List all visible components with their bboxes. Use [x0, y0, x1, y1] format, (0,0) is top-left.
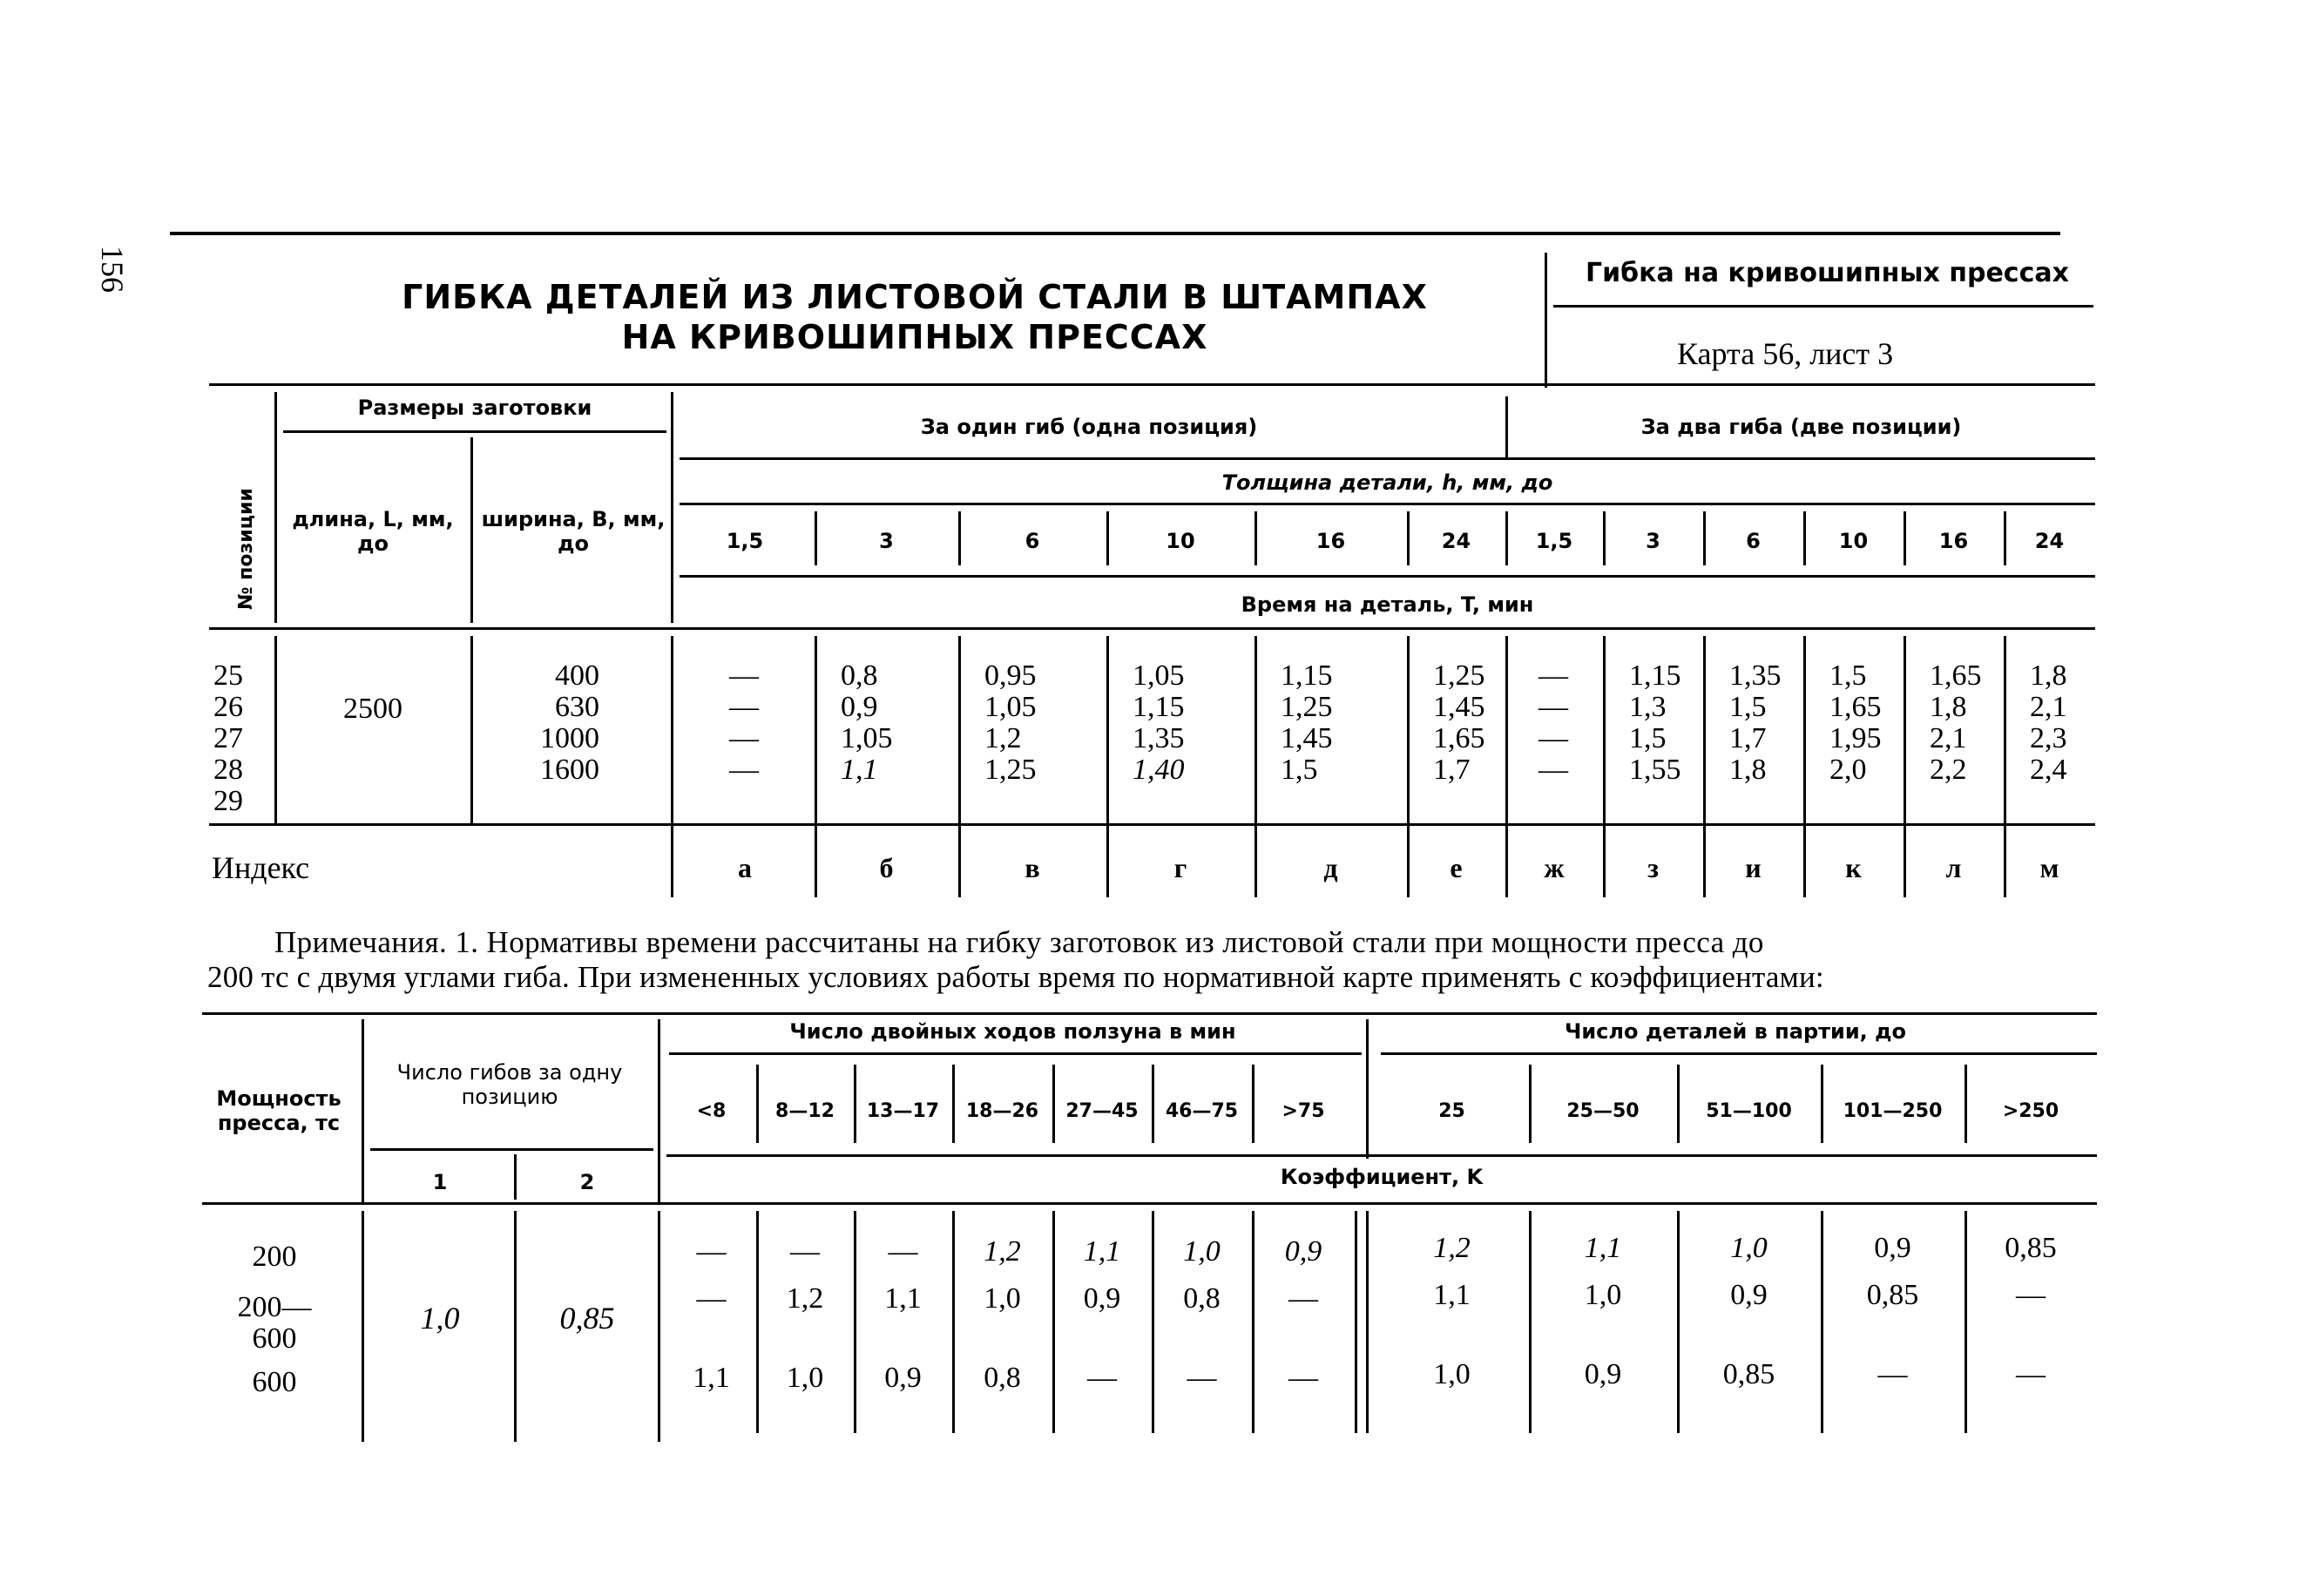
- time-value: 1,05: [984, 691, 1037, 723]
- index-letter: д: [1323, 852, 1338, 883]
- time-value: 1,45: [1433, 691, 1485, 723]
- time-value: 1,45: [1281, 722, 1333, 754]
- title-line-1: ГИБКА ДЕТАЛЕЙ ИЗ ЛИСТОВОЙ СТАЛИ В ШТАМПАХ: [402, 278, 1428, 316]
- stroke-separator: [854, 1065, 856, 1143]
- time-value: 1,05: [1133, 659, 1185, 692]
- power-value: 600: [252, 1366, 297, 1398]
- index-top-rule: [209, 823, 2095, 826]
- time-value: —: [1538, 691, 1568, 723]
- time-value: 2,1: [1930, 722, 1967, 754]
- t1-vline: [1505, 396, 1508, 457]
- bend2-value: 0,85: [559, 1301, 615, 1336]
- batch-coefficient: 0,85: [1722, 1358, 1775, 1390]
- stroke-coefficient: 1,1: [1083, 1235, 1121, 1268]
- thickness-separator: [1703, 511, 1706, 565]
- time-value: 1,8: [1729, 754, 1767, 786]
- batch-separator: [1677, 1065, 1680, 1143]
- batch-range: 51—100: [1706, 1100, 1792, 1122]
- time-value: 2,4: [2030, 754, 2067, 786]
- side-header-top: Гибка на кривошипных прессах: [1586, 258, 2069, 288]
- time-value: 1,5: [1829, 659, 1867, 692]
- thickness-separator: [1407, 511, 1410, 565]
- data-column: [1112, 660, 1248, 786]
- stroke-separator: [1152, 1065, 1154, 1143]
- time-value: 0,95: [984, 659, 1037, 692]
- thickness-value: 10: [1838, 529, 1869, 553]
- index-letter: з: [1647, 852, 1659, 883]
- thickness-value: 3: [879, 529, 894, 553]
- thickness-value: 24: [1441, 529, 1471, 553]
- stroke-coefficient: —: [1288, 1282, 1318, 1315]
- time-value: 2,3: [2030, 722, 2067, 754]
- stroke-coefficient: —: [790, 1235, 820, 1268]
- t2-vline: [362, 1019, 364, 1202]
- thickness-separator: [1254, 511, 1257, 565]
- thickness-separator: [1505, 511, 1508, 565]
- table2-header-bottom-rule: [202, 1202, 2097, 1205]
- time-value: 1,8: [1930, 691, 1967, 723]
- time-value: 1,3: [1629, 691, 1667, 723]
- time-value: 1,7: [1729, 722, 1767, 754]
- thickness-separator: [958, 511, 961, 565]
- batch-range: >250: [2002, 1100, 2059, 1122]
- time-value: —: [1538, 754, 1568, 786]
- time-value: —: [729, 691, 759, 723]
- time-value: 1,40: [1133, 754, 1185, 786]
- bends-1: 1: [432, 1170, 448, 1194]
- batch-coefficient: 0,9: [1584, 1358, 1622, 1390]
- time-value: 1,25: [1281, 691, 1333, 723]
- width-value: 400: [555, 659, 599, 692]
- thickness-top-rule: [680, 457, 2095, 460]
- time-value: —: [729, 722, 759, 754]
- thickness-value: 1,5: [1535, 529, 1573, 553]
- batch-separator: [1821, 1065, 1823, 1143]
- index-letter: м: [2039, 852, 2059, 883]
- time-value: 1,5: [1729, 691, 1767, 723]
- stroke-coefficient: 0,8: [984, 1362, 1021, 1394]
- data-column: [820, 660, 951, 786]
- thickness-value: 10: [1166, 529, 1195, 553]
- position-number: 26: [213, 691, 243, 723]
- two-bend-header: За два гиба (две позиции): [1640, 415, 1962, 439]
- batch-coefficient: 1,2: [1433, 1232, 1471, 1264]
- time-value: —: [729, 659, 759, 692]
- time-value: 1,5: [1281, 754, 1318, 786]
- time-value: 1,5: [1629, 722, 1667, 754]
- batch-coefficient: 1,1: [1584, 1232, 1622, 1264]
- t2-body-vline: [658, 1211, 660, 1442]
- t2-body-vline: [514, 1211, 517, 1442]
- stroke-coefficient: 1,0: [786, 1362, 824, 1394]
- index-letter: ж: [1544, 852, 1565, 883]
- table1-top-rule: [209, 383, 2095, 386]
- data-column: [2009, 660, 2088, 786]
- time-value: 1,2: [984, 722, 1022, 754]
- time-value: 2,0: [1829, 754, 1867, 786]
- index-letter: б: [879, 852, 894, 883]
- stroke-range: 27—45: [1065, 1100, 1139, 1122]
- width-header: ширина, B, мм, до: [481, 507, 666, 556]
- stroke-separator: [952, 1065, 955, 1143]
- thickness-value: 16: [1315, 529, 1346, 553]
- batch-range: 25—50: [1566, 1100, 1640, 1122]
- batch-range: 101—250: [1843, 1100, 1943, 1122]
- thickness-separator: [1603, 511, 1606, 565]
- stroke-coefficient: —: [1187, 1362, 1217, 1394]
- stroke-coefficient: —: [696, 1282, 727, 1315]
- top-rule: [170, 232, 2060, 235]
- stroke-coefficient: 1,1: [884, 1282, 922, 1315]
- batch-rule: [1381, 1052, 2097, 1055]
- thickness-value: 1,5: [726, 529, 764, 553]
- stroke-coefficient: —: [696, 1235, 727, 1268]
- power-value-part: 200—: [237, 1291, 312, 1323]
- position-number: 28: [213, 754, 243, 786]
- position-number: 27: [213, 722, 243, 754]
- stroke-range: <8: [696, 1100, 727, 1122]
- bend1-value: 1,0: [420, 1301, 460, 1336]
- time-value: 1,65: [1829, 691, 1882, 723]
- index-letter: л: [1945, 852, 1962, 883]
- time-value: 1,25: [984, 754, 1037, 786]
- position-number: 29: [213, 785, 243, 817]
- thickness-values-rule: [680, 575, 2095, 578]
- power-value: [209, 1292, 340, 1367]
- stroke-coefficient: 1,0: [984, 1282, 1021, 1315]
- index-label: Индекс: [212, 850, 310, 885]
- time-value: 1,35: [1729, 659, 1782, 692]
- stroke-coefficient: 1,2: [786, 1282, 824, 1315]
- data-column: [1412, 660, 1498, 786]
- data-column: [1260, 660, 1400, 786]
- t1-body-vline: [274, 636, 277, 823]
- one-bend-header: За один гиб (одна позиция): [920, 415, 1258, 439]
- data-column: [680, 660, 808, 786]
- width-values: [477, 660, 599, 786]
- batch-coefficient: 1,0: [1730, 1232, 1768, 1264]
- bends-header: Число гибов за одну позицию: [396, 1060, 623, 1109]
- index-letter: г: [1173, 852, 1187, 883]
- stroke-coefficient: 1,1: [693, 1362, 730, 1394]
- notes-line-2: 200 тс с двумя углами гиба. При измененных условиях работы время по нормативной карте применять с коэффициентами:: [207, 960, 1824, 994]
- batch-coefficient: —: [2016, 1358, 2046, 1390]
- data-column: [1511, 660, 1596, 786]
- t2-vline: [658, 1019, 660, 1202]
- time-value: 1,8: [2030, 659, 2067, 692]
- index-letter: к: [1845, 852, 1862, 883]
- time-header: Время на деталь, T, мин: [1241, 592, 1534, 617]
- thickness-bottom-rule: [680, 503, 2095, 505]
- stroke-range: 46—75: [1165, 1100, 1239, 1122]
- thickness-separator: [1803, 511, 1806, 565]
- side-header-rule: [1553, 305, 2093, 308]
- strokes-batch-divider: [1366, 1211, 1369, 1433]
- width-value: 630: [555, 691, 599, 723]
- time-value: 1,65: [1433, 722, 1485, 754]
- time-value: —: [1538, 722, 1568, 754]
- width-value: 1000: [540, 722, 599, 754]
- time-value: 1,1: [841, 754, 878, 786]
- side-header-divider: [1545, 253, 1547, 388]
- position-header: № позиции: [235, 488, 257, 610]
- time-value: 0,8: [841, 659, 878, 692]
- length-value: 2500: [343, 693, 402, 725]
- stroke-separator: [1052, 1065, 1055, 1143]
- time-value: 2,1: [2030, 691, 2067, 723]
- stroke-coefficient: 0,9: [884, 1362, 922, 1394]
- sizes-rule: [283, 430, 666, 433]
- batch-coefficient: 0,9: [1874, 1232, 1911, 1264]
- stroke-coefficient: —: [888, 1235, 918, 1268]
- batch-coefficient: 1,0: [1433, 1358, 1471, 1390]
- t2-vline: [1366, 1019, 1369, 1159]
- power-value: 200: [252, 1241, 297, 1273]
- strokes-rule: [669, 1052, 1362, 1055]
- t1-body-vline: [671, 636, 673, 897]
- time-value: 1,25: [1433, 659, 1485, 692]
- time-value: 1,15: [1133, 691, 1185, 723]
- time-value: 1,15: [1281, 659, 1333, 692]
- bends-2: 2: [579, 1170, 595, 1194]
- time-value: 1,95: [1829, 722, 1882, 754]
- table1-header-bottom-rule: [209, 627, 2095, 630]
- batch-coefficient: 1,0: [1584, 1279, 1622, 1311]
- stroke-coefficient: —: [1087, 1362, 1117, 1394]
- notes-line-1: Примечания. 1. Нормативы времени рассчитаны на гибку заготовок из листовой стали при мощности пресса до: [274, 925, 1764, 959]
- time-value: 1,55: [1629, 754, 1681, 786]
- thickness-value: 24: [2034, 529, 2065, 553]
- batch-separator: [1529, 1065, 1532, 1143]
- title-line-2: НА КРИВОШИПНЫХ ПРЕССАХ: [621, 318, 1208, 356]
- time-value: 2,2: [1930, 754, 1967, 786]
- batch-coefficient: 1,1: [1433, 1279, 1471, 1311]
- stroke-coefficient: 0,9: [1083, 1282, 1121, 1315]
- thickness-value: 6: [1746, 529, 1761, 553]
- stroke-coefficient: 0,8: [1183, 1282, 1221, 1315]
- thickness-separator: [1904, 511, 1906, 565]
- stroke-coefficient: 1,2: [984, 1235, 1021, 1268]
- position-numbers: [213, 660, 266, 817]
- t1-body-vline: [470, 636, 473, 823]
- thickness-separator: [1106, 511, 1109, 565]
- stroke-range: 13—17: [866, 1100, 940, 1122]
- thickness-value: 3: [1646, 529, 1660, 553]
- stroke-range: 8—12: [775, 1100, 835, 1122]
- t2-vline: [514, 1154, 517, 1200]
- stroke-body-separator: [1355, 1211, 1357, 1433]
- time-value: —: [729, 754, 759, 786]
- batch-coefficient: 0,85: [1866, 1279, 1919, 1311]
- sizes-header: Размеры заготовки: [357, 396, 592, 420]
- batch-header: Число деталей в партии, до: [1564, 1019, 1907, 1044]
- stroke-coefficient: 0,9: [1284, 1235, 1322, 1268]
- thickness-value: 6: [1025, 529, 1040, 553]
- time-value: 1,65: [1930, 659, 1982, 692]
- batch-coefficient: —: [1877, 1358, 1908, 1390]
- batch-coefficient: 0,9: [1730, 1279, 1768, 1311]
- stroke-separator: [756, 1065, 759, 1143]
- stroke-range: 18—26: [965, 1100, 1039, 1122]
- data-column: [1708, 660, 1796, 786]
- index-letter: и: [1745, 852, 1762, 883]
- batch-coefficient: —: [2016, 1279, 2046, 1311]
- time-value: 1,05: [841, 722, 893, 754]
- stroke-range: >75: [1281, 1100, 1325, 1122]
- time-value: 1,35: [1133, 722, 1185, 754]
- bends-rule: [370, 1148, 653, 1151]
- batch-coefficient: 0,85: [2005, 1232, 2057, 1264]
- index-letter: в: [1025, 852, 1040, 883]
- stroke-coefficient: —: [1288, 1362, 1318, 1394]
- position-number: 25: [213, 659, 243, 692]
- index-letter: е: [1450, 852, 1463, 883]
- length-header: длина, L, мм, до: [292, 507, 454, 556]
- thickness-value: 16: [1938, 529, 1969, 553]
- t2-body-vline: [362, 1211, 364, 1442]
- power-value-part: 600: [252, 1322, 297, 1355]
- stroke-separator: [1252, 1065, 1254, 1143]
- time-value: 1,15: [1629, 659, 1681, 692]
- time-value: 1,7: [1433, 754, 1471, 786]
- data-column: [1809, 660, 1897, 786]
- index-letter: а: [738, 852, 752, 883]
- t1-vline: [470, 437, 473, 623]
- table2-top-rule: [202, 1012, 2097, 1015]
- batch-separator: [1964, 1065, 1967, 1143]
- width-value: 1600: [540, 754, 599, 786]
- thickness-separator: [815, 511, 817, 565]
- card-number: Карта 56, лист 3: [1677, 336, 1894, 371]
- stroke-coefficient: 1,0: [1183, 1235, 1221, 1268]
- t1-vline: [671, 392, 673, 623]
- data-column: [1909, 660, 1997, 786]
- thickness-header: Толщина детали, h, мм, до: [1221, 470, 1553, 495]
- power-values: [209, 1241, 340, 1398]
- data-column: [1608, 660, 1696, 786]
- power-header: Мощность пресса, тс: [216, 1086, 342, 1135]
- strokes-header: Число двойных ходов ползуна в мин: [789, 1019, 1236, 1044]
- coef-top-rule: [666, 1154, 2097, 1157]
- time-value: 0,9: [841, 691, 878, 723]
- coef-header: Коэффициент, K: [1280, 1165, 1484, 1189]
- thickness-separator: [2004, 511, 2006, 565]
- time-value: —: [1538, 659, 1568, 692]
- page-number: 156: [95, 246, 130, 293]
- data-column: [964, 660, 1099, 786]
- page-title: [331, 277, 1498, 357]
- batch-range: 25: [1438, 1100, 1465, 1122]
